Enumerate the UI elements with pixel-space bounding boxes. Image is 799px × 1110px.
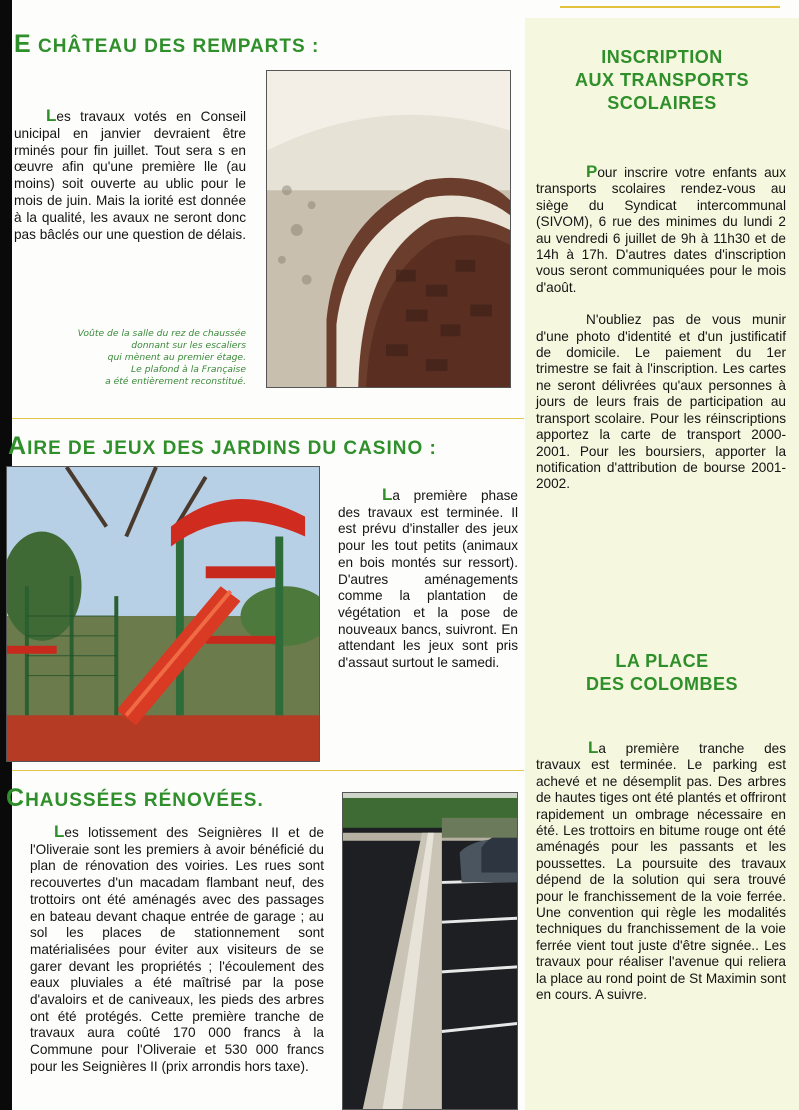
- colombes-title-line: LA PLACE: [615, 651, 709, 671]
- chaussees-heading-text: HAUSSÉES RÉNOVÉES.: [25, 790, 264, 811]
- chaussees-paragraph: [30, 824, 324, 1076]
- aire-heading-text: IRE DE JEUX DES JARDINS DU CASINO :: [27, 438, 437, 459]
- colombes-paragraph: [536, 740, 786, 1004]
- section-divider: [12, 770, 524, 771]
- inscription-paragraph-2: N'oubliez pas de vous munir d'une photo d'identité et d'un justificatif de domicile. Le paiement du 1er trimestre se fait à l'inscription. Les cartes ne seront délivrées qu'aux personnes à jours de leurs frais de participation au transport scolaire. Pour les réinscriptions apportez la carte de transport 2000-2001. Pour les boursiers, apporter la notification d'attribution de bourse 2001- 2002.: [536, 312, 786, 492]
- aire-drop-cap: L: [382, 485, 393, 504]
- chaussees-text: es lotissement des Seignières II et de l'Oliveraie sont les premiers à avoir bénéficié du plan de rénovation des voiries. Les rues sont recouvertes d'un macadam flambant neuf, des trottoirs ont été aménagés avec des passages en bateau devant chaque entrée de garage ; au sol les places de stationnement sont matérialisées pour éviter aux visiteurs de se garer devant les propriétés ; l'écoulement des eaux pluviales a été maîtrisé par la pose d'avaloirs et de caniveaux, les pieds des arbres ont été protégés. Cette première tranche de travaux aura coûté 170 000 francs à la Commune pour l'Oliveraie et 530 000 francs pour les Seignières II (prix arrondis hors taxe).: [30, 825, 324, 1074]
- chateau-text: es travaux votés en Conseil unicipal en janvier devraient être rminés pour fin juillet. Tout sera s en œuvre afin qu'une première lle (au moins) soit ouverte au ublic pour le mois de juin. Mais la iorité est donnée à la qualité, les avaux ne seront donc pas bâclés our une question de délais.: [14, 109, 247, 242]
- colombes-text: [536, 740, 786, 1020]
- inscription-title: [525, 46, 799, 115]
- chaussees-drop-cap: L: [54, 822, 65, 841]
- colombes-body-text: a première tranche des travaux est terminée. Le parking est achevé et ne désemplit pas. Des arbres de hautes tiges ont été plantés et offriront rapidement un ombrage nécessaire en été. Les trottoirs en bitume rouge ont été aménagés pour les passants et les poussettes. La poursuite des travaux dépend de la solution qui sera trouvé pour le franchissement de la voie ferrée. Une convention qui règle les modalités techniques du franchissement de la voie ferrée vient tout juste d'être signée.. Les travaux pour réaliser l'avenue qui reliera la place au rond point de St Maximin sont en cours. A suivre.: [536, 741, 786, 1003]
- colombes-title: [525, 650, 799, 696]
- chateau-heading-initial: E: [14, 30, 32, 58]
- inscription-title-line: INSCRIPTION: [601, 47, 723, 67]
- inscription-text: [536, 164, 786, 509]
- chateau-heading: [14, 30, 319, 59]
- aire-paragraph: [338, 487, 518, 672]
- aire-text: a première phase des travaux est terminée. Il est prévu d'installer des jeux pour les tout petits (animaux en bois montés sur ressort). D'autres aménagements comme la plantation de végétation et la pose de nouveaux bancs, suivront. En attendant les jeux sont pris d'assaut surtout le samedi.: [338, 488, 518, 671]
- inscription-title-line: SCOLAIRES: [607, 93, 717, 113]
- chaussees-heading: [6, 784, 264, 813]
- chateau-drop-cap: L: [46, 106, 57, 125]
- inscription-drop-cap: P: [586, 162, 598, 181]
- colombes-title-line: DES COLOMBES: [585, 674, 738, 694]
- inscription-p1-text: our inscrire votre enfants aux transports scolaires rendez-vous au siège du Syndicat intercommunal (SIVOM), 6 rue des minimes du lundi 2 au vendredi 6 juillet de 9h à 11h30 et de 14h à 17h. D'autres dates d'inscription vous seront communiquées pour le mois d'août.: [536, 165, 786, 295]
- caption-line: qui mènent au premier étage.: [107, 352, 246, 363]
- caption-line: donnant sur les escaliers: [131, 340, 246, 351]
- caption-line: Le plafond à la Française: [131, 364, 246, 375]
- chateau-heading-text: CHÂTEAU DES REMPARTS :: [31, 36, 320, 57]
- inscription-paragraph-1: [536, 164, 786, 296]
- section-divider: [12, 418, 524, 419]
- inscription-title-line: AUX TRANSPORTS: [574, 70, 749, 90]
- colombes-drop-cap: L: [588, 738, 599, 757]
- vault-photo: [266, 70, 511, 388]
- caption-line: a été entièrement reconstitué.: [105, 376, 246, 387]
- chaussees-heading-initial: C: [6, 784, 26, 812]
- top-rule: [560, 6, 780, 8]
- playground-photo: [6, 466, 320, 762]
- chateau-paragraph: [14, 108, 246, 243]
- aire-heading-initial: A: [8, 432, 28, 460]
- caption-line: Voûte de la salle du rez de chaussée: [77, 328, 246, 339]
- road-photo: [342, 792, 518, 1110]
- aire-heading: [8, 432, 437, 461]
- chateau-caption: [22, 328, 246, 388]
